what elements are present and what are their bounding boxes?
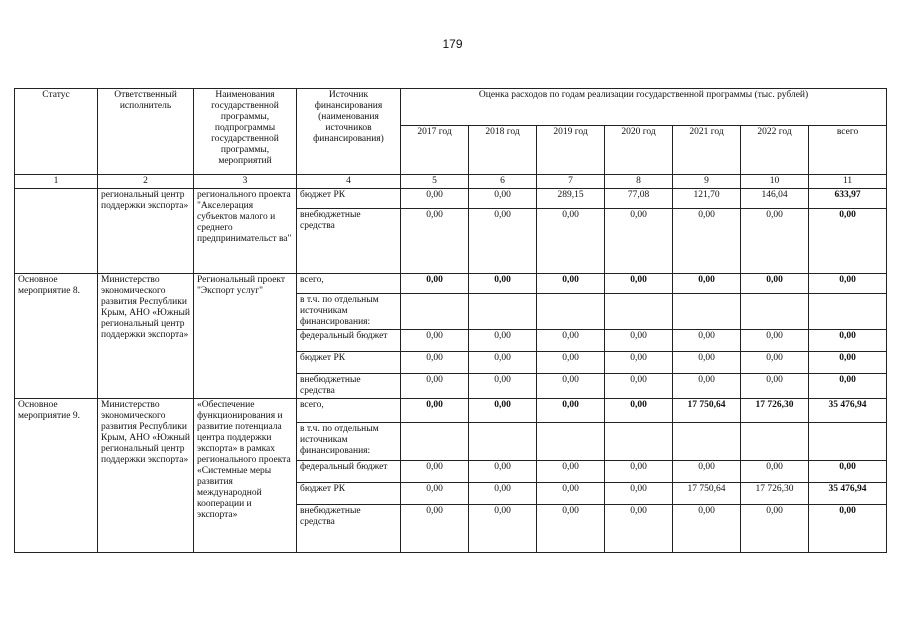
value-cell: 0,00 (673, 330, 741, 352)
col-num-6: 6 (469, 175, 537, 189)
budget-table (14, 88, 887, 553)
header-status: Статус (15, 89, 98, 175)
total-value-cell: 0,00 (809, 505, 887, 553)
source-cell: внебюджетные средства (297, 505, 401, 553)
total-value-cell: 0,00 (809, 330, 887, 352)
value-cell: 0,00 (673, 505, 741, 553)
value-cell (741, 294, 809, 330)
col-num-8: 8 (605, 175, 673, 189)
responsible-cell: Министерство экономического развития Республики Крым, АНО «Южный региональный центр поддержки экспорта» (98, 399, 194, 553)
source-cell: федеральный бюджет (297, 330, 401, 352)
table-row (15, 189, 887, 209)
value-cell (741, 423, 809, 461)
year-2020: 2020 год (605, 126, 673, 175)
value-cell: 0,00 (469, 330, 537, 352)
value-cell: 0,00 (537, 399, 605, 423)
year-2019: 2019 год (537, 126, 605, 175)
value-cell: 0,00 (605, 352, 673, 374)
value-cell: 0,00 (741, 209, 809, 274)
value-cell: 0,00 (401, 461, 469, 483)
header-estimate: Оценка расходов по годам реализации государственной программы (тыс. рублей) (401, 89, 887, 126)
value-cell (605, 294, 673, 330)
value-cell (537, 423, 605, 461)
header-row (15, 89, 887, 126)
value-cell: 0,00 (741, 505, 809, 553)
status-cell: Основное мероприятие 9. (15, 399, 98, 553)
value-cell: 17 726,30 (741, 483, 809, 505)
col-num-10: 10 (741, 175, 809, 189)
col-num-2: 2 (98, 175, 194, 189)
header-responsible: Ответственный исполнитель (98, 89, 194, 175)
col-num-11: 11 (809, 175, 887, 189)
total-value-cell (809, 294, 887, 330)
value-cell: 0,00 (401, 330, 469, 352)
value-cell: 0,00 (605, 399, 673, 423)
program-name-cell: «Обеспечение функционирования и развитие потенциала центра поддержки экспорта» в рамках регионального проекта «Системные меры развития международной кооперации и экспорта» (194, 399, 297, 553)
value-cell: 0,00 (741, 461, 809, 483)
value-cell (469, 423, 537, 461)
value-cell: 0,00 (605, 274, 673, 294)
value-cell (605, 423, 673, 461)
column-numbers-row (15, 175, 887, 189)
col-num-9: 9 (673, 175, 741, 189)
value-cell: 0,00 (469, 505, 537, 553)
total-value-cell: 0,00 (809, 209, 887, 274)
value-cell: 0,00 (741, 374, 809, 399)
source-cell: федеральный бюджет (297, 461, 401, 483)
value-cell: 0,00 (469, 189, 537, 209)
value-cell: 0,00 (605, 505, 673, 553)
value-cell: 17 726,30 (741, 399, 809, 423)
value-cell: 0,00 (741, 330, 809, 352)
value-cell: 0,00 (537, 461, 605, 483)
source-cell: внебюджетные средства (297, 374, 401, 399)
value-cell: 121,70 (673, 189, 741, 209)
program-name-cell: регионального проекта "Акселерация субъектов малого и среднего предпринимательст ва" (194, 189, 297, 274)
value-cell: 0,00 (673, 352, 741, 374)
col-num-3: 3 (194, 175, 297, 189)
total-value-cell: 0,00 (809, 274, 887, 294)
total-value-cell: 633,97 (809, 189, 887, 209)
source-cell: всего, (297, 274, 401, 294)
value-cell: 0,00 (401, 374, 469, 399)
value-cell: 0,00 (469, 461, 537, 483)
value-cell: 0,00 (605, 461, 673, 483)
value-cell (673, 294, 741, 330)
year-2017: 2017 год (401, 126, 469, 175)
value-cell (401, 423, 469, 461)
total-value-cell (809, 423, 887, 461)
source-cell: всего, (297, 399, 401, 423)
program-name-cell: Региональный проект "Экспорт услуг" (194, 274, 297, 399)
year-2021: 2021 год (673, 126, 741, 175)
total-value-cell: 0,00 (809, 461, 887, 483)
value-cell: 0,00 (469, 399, 537, 423)
total-value-cell: 35 476,94 (809, 483, 887, 505)
source-cell: в т.ч. по отдельным источникам финансирования: (297, 423, 401, 461)
value-cell: 0,00 (537, 505, 605, 553)
value-cell: 0,00 (673, 209, 741, 274)
value-cell: 0,00 (401, 274, 469, 294)
value-cell: 0,00 (673, 274, 741, 294)
value-cell: 0,00 (401, 483, 469, 505)
source-cell: бюджет РК (297, 483, 401, 505)
table-row (15, 399, 887, 423)
total-value-cell: 0,00 (809, 374, 887, 399)
value-cell: 0,00 (537, 330, 605, 352)
page-number: 179 (442, 37, 463, 51)
total-value-cell: 0,00 (809, 352, 887, 374)
value-cell: 0,00 (469, 274, 537, 294)
value-cell: 0,00 (537, 374, 605, 399)
value-cell (673, 423, 741, 461)
col-num-1: 1 (15, 175, 98, 189)
value-cell: 0,00 (401, 352, 469, 374)
value-cell: 289,15 (537, 189, 605, 209)
value-cell: 0,00 (741, 352, 809, 374)
value-cell: 0,00 (401, 209, 469, 274)
value-cell: 0,00 (605, 330, 673, 352)
col-num-4: 4 (297, 175, 401, 189)
value-cell: 0,00 (469, 209, 537, 274)
year-2018: 2018 год (469, 126, 537, 175)
value-cell: 0,00 (605, 209, 673, 274)
source-cell: в т.ч. по отдельным источникам финансирования: (297, 294, 401, 330)
total-value-cell: 35 476,94 (809, 399, 887, 423)
status-cell: Основное мероприятие 8. (15, 274, 98, 399)
value-cell: 17 750,64 (673, 483, 741, 505)
table-row (15, 274, 887, 294)
responsible-cell: Министерство экономического развития Республики Крым, АНО «Южный региональный центр поддержки экспорта» (98, 274, 194, 399)
header-source: Источник финансирования (наименования источников финансирования) (297, 89, 401, 175)
status-cell (15, 189, 98, 274)
value-cell: 146,04 (741, 189, 809, 209)
value-cell: 0,00 (673, 374, 741, 399)
value-cell (537, 294, 605, 330)
value-cell: 0,00 (469, 374, 537, 399)
col-num-7: 7 (537, 175, 605, 189)
value-cell: 17 750,64 (673, 399, 741, 423)
table-body (15, 89, 887, 553)
value-cell: 0,00 (469, 483, 537, 505)
value-cell: 0,00 (605, 483, 673, 505)
header-names: Наименования государственной программы, подпрограммы государственной программы, мероприятий (194, 89, 297, 175)
value-cell: 0,00 (741, 274, 809, 294)
source-cell: бюджет РК (297, 352, 401, 374)
value-cell: 0,00 (537, 483, 605, 505)
value-cell: 77,08 (605, 189, 673, 209)
source-cell: бюджет РК (297, 189, 401, 209)
value-cell: 0,00 (537, 274, 605, 294)
value-cell: 0,00 (469, 352, 537, 374)
value-cell (469, 294, 537, 330)
value-cell: 0,00 (401, 505, 469, 553)
value-cell (401, 294, 469, 330)
value-cell: 0,00 (673, 461, 741, 483)
source-cell: внебюджетные средства (297, 209, 401, 274)
value-cell: 0,00 (401, 399, 469, 423)
year-total: всего (809, 126, 887, 175)
responsible-cell: региональный центр поддержки экспорта» (98, 189, 194, 274)
col-num-5: 5 (401, 175, 469, 189)
year-2022: 2022 год (741, 126, 809, 175)
value-cell: 0,00 (401, 189, 469, 209)
value-cell: 0,00 (605, 374, 673, 399)
value-cell: 0,00 (537, 352, 605, 374)
value-cell: 0,00 (537, 209, 605, 274)
